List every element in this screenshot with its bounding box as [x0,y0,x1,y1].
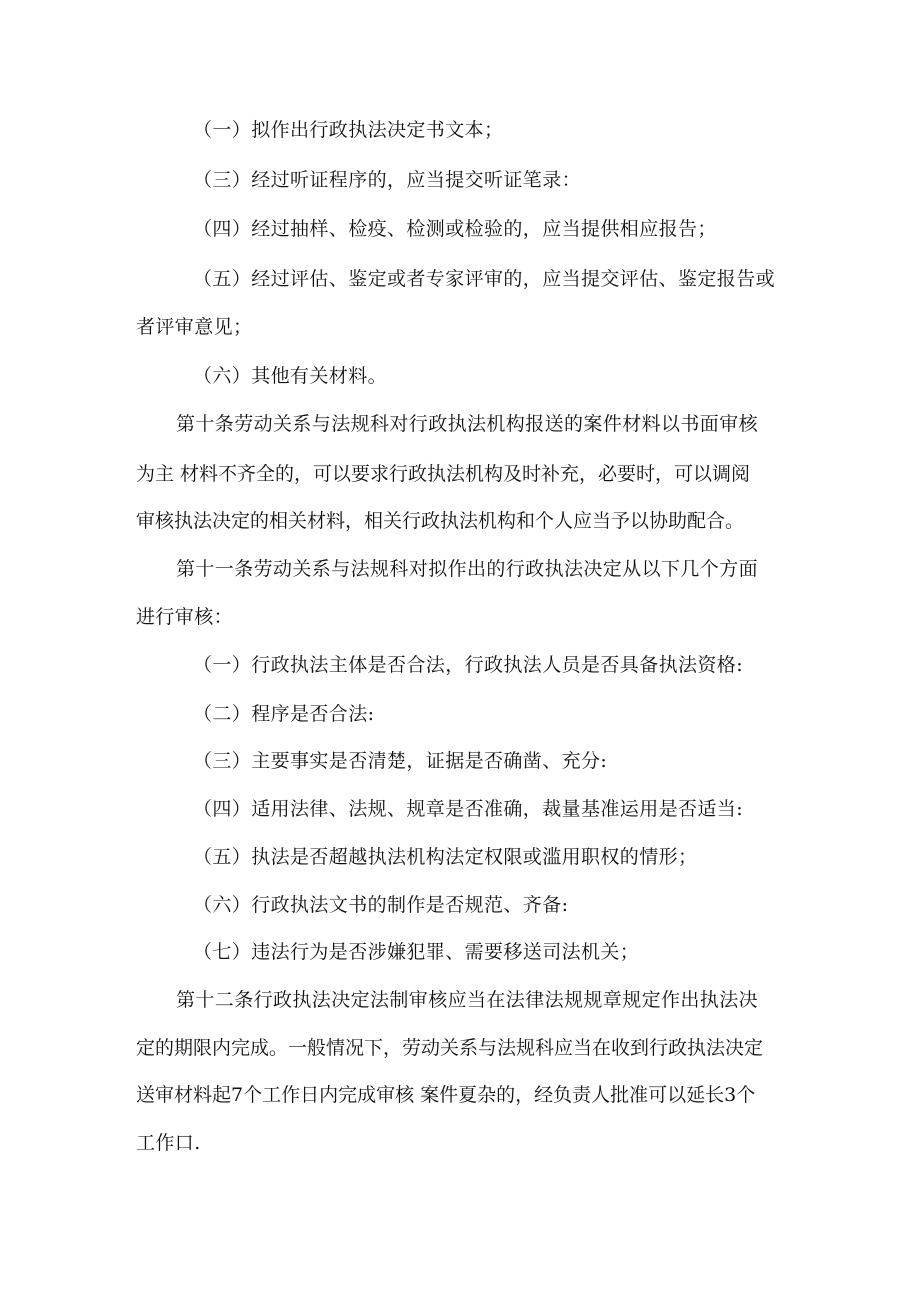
paragraph-line: （四）适用法律、法规、规章是否准确，裁量基准运用是否适当: [193,798,744,820]
paragraph-line: 为主 材料不齐全的，可以要求行政执法机构及时补充，必要时，可以调阅 [136,463,751,485]
paragraph-line: （二）程序是否合法: [193,703,375,725]
paragraph-line: （一）拟作出行政执法决定书文本； [193,119,504,141]
paragraph-line: （五）执法是否超越执法机构法定权限或滥用职权的情形； [193,846,698,868]
paragraph-line: 第十条劳动关系与法规科对行政执法机构报送的案件材料以书面审核 [176,413,759,435]
paragraph-line: 进行审核： [136,606,234,628]
paragraph-line: 者评审意见； [136,316,253,338]
paragraph-line: 审核执法决定的相关材料，相关行政执法机构和个人应当予以协助配合。 [136,510,745,532]
paragraph-line: 定的期限内完成。一般情况下，劳动关系与法规科应当在收到行政执法决定 [136,1037,764,1059]
paragraph-line: （六）其他有关材料。 [193,365,388,387]
paragraph-line: （三）经过听证程序的，应当提交听证笔录： [193,169,582,191]
paragraph-line: 第十二条行政执法决定法制审核应当在法律法规规章规定作出执法决 [176,989,759,1011]
paragraph-line: （三）主要事实是否清楚，证据是否确凿、充分: [193,750,608,772]
paragraph-line: （七）违法行为是否涉嫌犯罪、需要移送司法机关； [193,941,640,963]
paragraph-line: 送审材料起7个工作日内完成审核 案件夏杂的，经负责人批准可以延长3个 [136,1084,756,1106]
paragraph-line: 第十一条劳动关系与法规科对拟作出的行政执法决定从以下几个方面 [176,558,759,580]
paragraph-line: 工作口. [136,1132,201,1154]
paragraph-line: （六）行政执法文书的制作是否规范、齐备: [193,894,569,916]
paragraph-line: （五）经过评估、鉴定或者专家评审的，应当提交评估、鉴定报告或 [193,268,776,290]
paragraph-line: （一）行政执法主体是否合法，行政执法人员是否具备执法资格: [193,654,744,676]
paragraph-line: （四）经过抽样、检疫、检测或检验的，应当提供相应报告； [193,218,717,240]
